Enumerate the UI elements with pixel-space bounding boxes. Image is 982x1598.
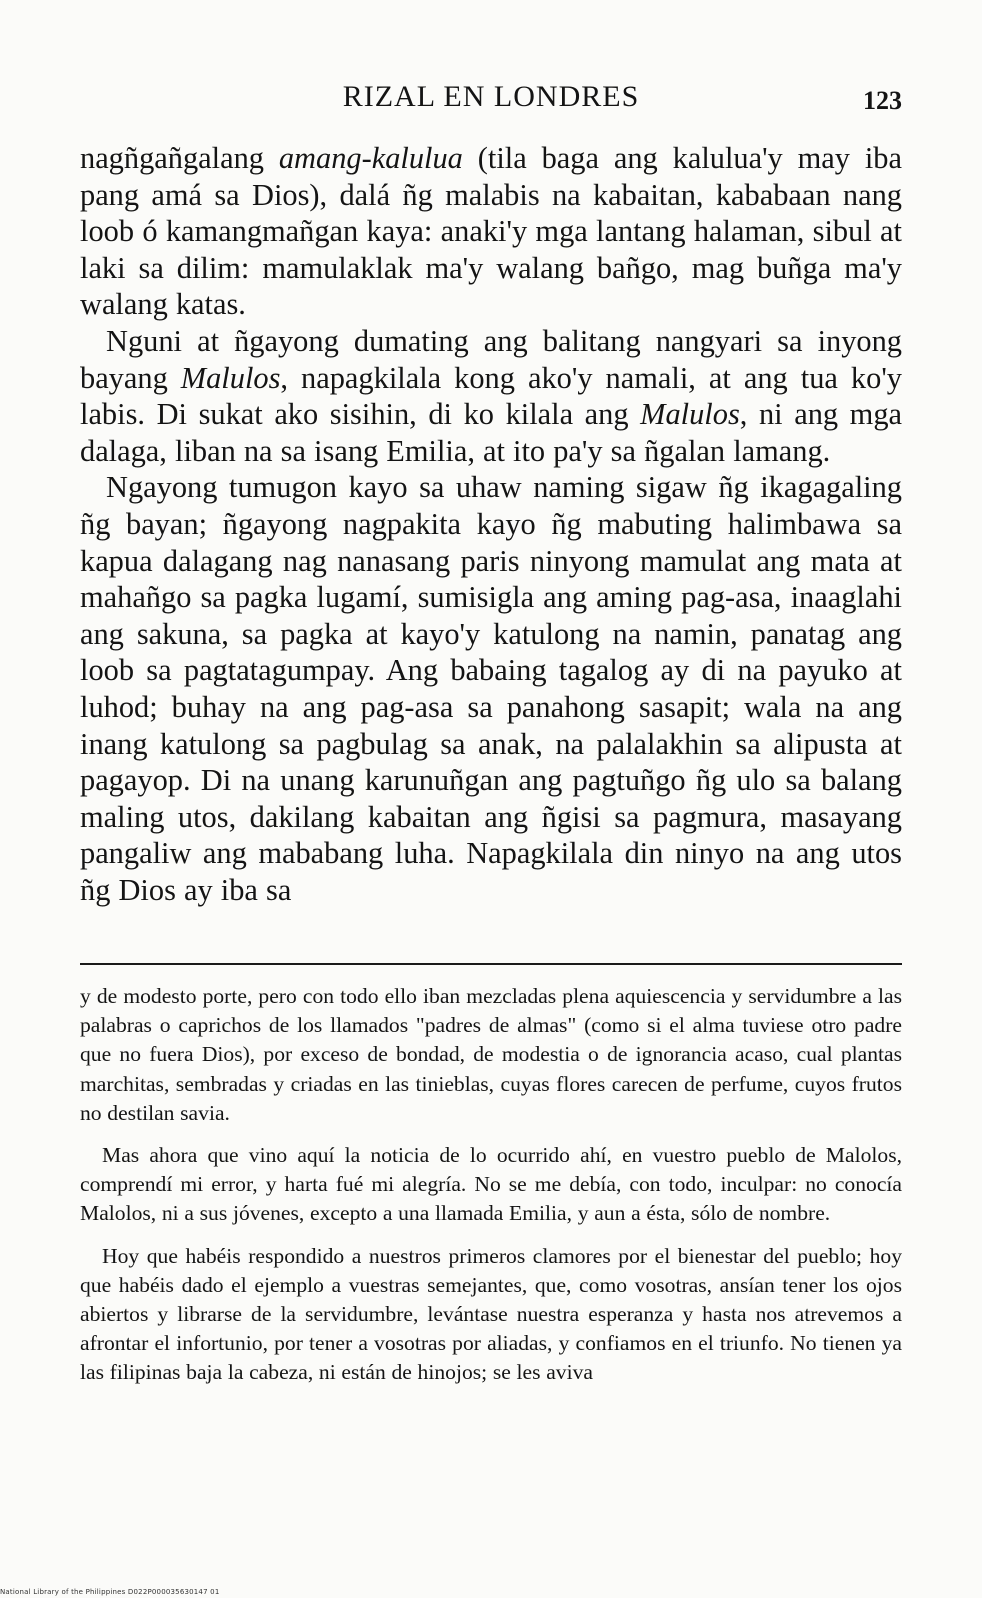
scan-credit: National Library of the Philippines D022P000035630147 01 (0, 1588, 220, 1596)
footnote-paragraph: Mas ahora que vino aquí la noticia de lo ocurrido ahí, en vuestro pueblo de Malolos, comprendí mi error, y harta fué mi alegría. No se me debía, con todo, inculpar: no conocía Malolos, ni a sus jóvenes, excepto a una llamada Emilia, y aun a ésta, sólo de nombre. (80, 1143, 902, 1226)
running-head (80, 76, 902, 120)
main-paragraph: Ngayong tumugon kayo sa uhaw naming sigaw ñg ikagagaling ñg bayan; ñgayong nagpakita kayo ñg mabuting halimbawa sa kapua dalagang nag nanasang paris ninyong mamulat ang mata at mahañgo sa pagka lugamí, sumisigla ang aming pag-asa, inaaglahi ang sakuna, sa pagka at kayo'y katulong na namin, panatag ang loob sa pagtatagumpay. Ang babaing tagalog ay di na payuko at luhod; buhay na ang pag-asa sa panahong sasapit; wala na ang inang katulong sa pagbulag sa anak, na palalakhin sa alipusta at pagayop. Di na unang karunuñgan ang pagtuñgo ñg ulo sa balang maling utos, dakilang kabaitan ang ñgisi sa pagmura, masayang pangaliw ang mababang luha. Napagkilala din ninyo na ang utos ñg Dios ay iba sa (80, 470, 902, 907)
main-text (80, 140, 902, 908)
page-number: 123 (863, 86, 902, 115)
main-paragraph (80, 140, 902, 323)
italic-place-name: Malulos (180, 360, 281, 395)
footnote-divider (80, 963, 902, 965)
running-title: RIZAL EN LONDRES (342, 80, 640, 113)
footnote-paragraph: Hoy que habéis respondido a nuestros primeros clamores por el bienestar del pueblo; hoy que habéis dado el ejemplo a vuestras semejantes, que, como vosotras, ansían tener los ojos abiertos y librarse de la servidumbre, levántase nuestra esperanza y hasta nos atrevemos a afrontar el infortunio, por tener a vosotras por aliadas, y confiamos en el triunfo. No tienen ya las filipinas baja la cabeza, ni están de hinojos; se les aviva (80, 1243, 902, 1385)
text-run: Nguni at ñgayong dumating ang balitang nangyari sa inyong bayang (80, 323, 902, 395)
text-run: , napagkilala kong ako'y namali, at ang tua ko'y labis. Di sukat ako sisihin, di ko kilala ang (80, 360, 902, 432)
footnote-text (80, 982, 902, 1388)
text-run: , ni ang mga dalaga, liban na sa isang Emilia, at ito pa'y sa ñgalan lamang. (80, 397, 903, 468)
text-run: (tila baga ang kalulua'y may iba pang amá sa Dios), dalá ñg malabis na kabaitan, kababaan nang loob ó kamangmañgan kaya: anaki'y mga lantang halaman, sibul at laki sa dilim: mamulaklak ma'y walang bañgo, mag buñga ma'y walang katas. (80, 141, 902, 322)
text-run: nagñgañgalang (80, 141, 279, 175)
italic-term: amang-kalulua (278, 141, 463, 175)
footnote-paragraph: y de modesto porte, pero con todo ello iban mezcladas plena aquiescencia y servidumbre a las palabras o caprichos de los llamados "padres de almas" (como si el alma tuviese otro padre que no fuera Dios), por exceso de bondad, de modestia o de ignorancia acaso, cual plantas marchitas, sembradas y criadas en las tinieblas, cuyas flores carecen de perfume, cuyos frutos no destilan savia. (80, 984, 902, 1125)
italic-place-name: Malulos (640, 397, 740, 432)
main-paragraph (80, 323, 902, 469)
